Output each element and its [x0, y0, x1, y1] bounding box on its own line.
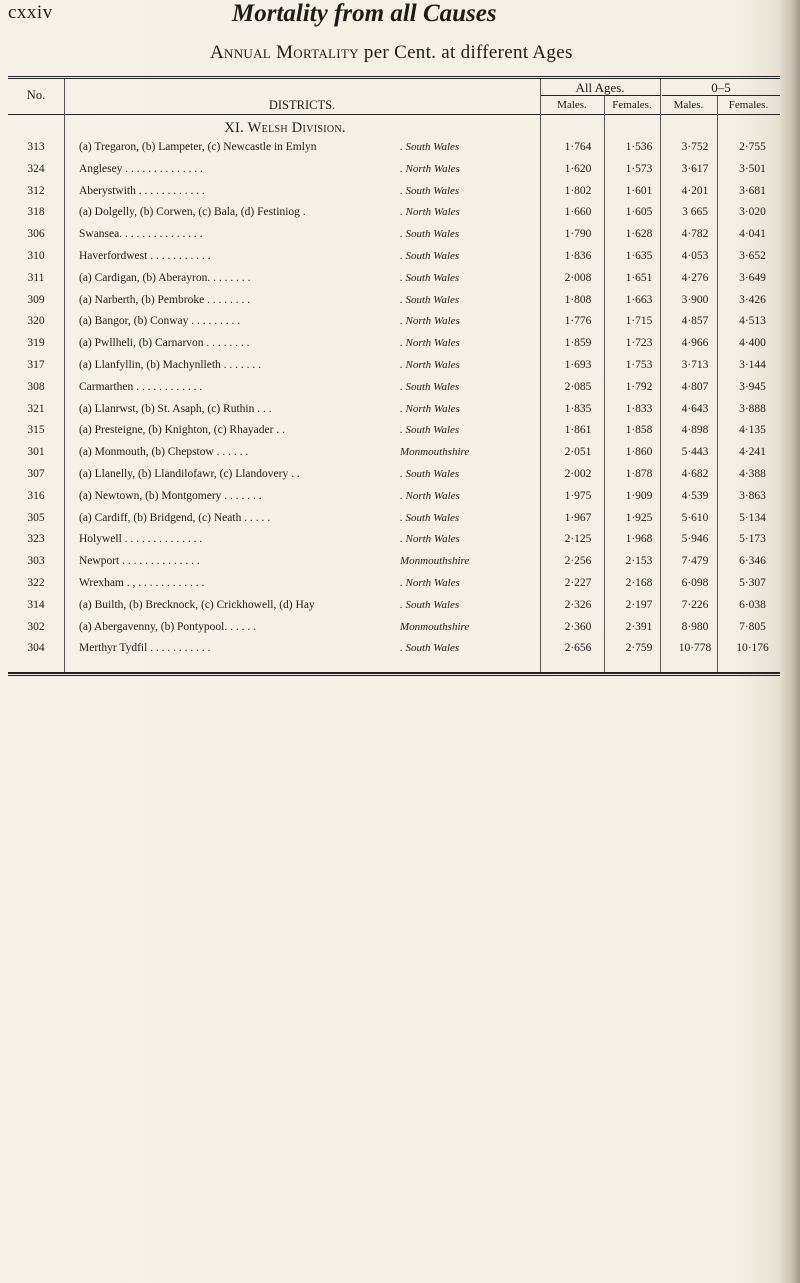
- county-name: . South Wales: [400, 511, 460, 524]
- all-ages-females-value: 1·573: [625, 162, 653, 175]
- district-number: 318: [27, 206, 45, 219]
- table-row: [8, 163, 780, 176]
- county-name: . South Wales: [400, 141, 460, 153]
- all-ages-males-value: 1·967: [564, 511, 592, 524]
- age-0-5-females-value: 6·346: [739, 555, 766, 568]
- age-0-5-females-value: 4·135: [739, 424, 766, 437]
- district-name: (a) Cardigan, (b) Aberayron. . . . . . . .: [79, 271, 251, 284]
- all-ages-males-value: 1·776: [564, 315, 592, 328]
- all-ages-females-value: 1·605: [625, 206, 653, 219]
- district-name: (a) Llanfyllin, (b) Machynlleth . . . . . . .: [79, 359, 262, 371]
- age-0-5-males-value: 3·617: [681, 162, 709, 175]
- all-ages-females-value: 1·663: [625, 293, 653, 306]
- table-row: [8, 337, 780, 350]
- age-0-5-males-value: 4·782: [681, 228, 709, 241]
- section-title: XI. Welsh Division.: [224, 120, 346, 136]
- age-0-5-females-value: 3·652: [739, 250, 766, 262]
- all-ages-males-value: 2·360: [564, 620, 592, 633]
- county-name: . South Wales: [400, 468, 460, 480]
- all-ages-females-value: 1·723: [625, 337, 653, 350]
- all-ages-females-value: 1·833: [625, 402, 653, 415]
- all-ages-females-value: 1·753: [625, 359, 653, 371]
- table-row: [8, 141, 780, 154]
- district-number: 302: [27, 620, 45, 633]
- district-name: Holywell . . . . . . . . . . . . . .: [79, 533, 203, 546]
- age-0-5-females-value: 5·307: [739, 577, 766, 589]
- age-0-5-females-value: 3·945: [739, 380, 766, 393]
- all-ages-females-value: 1·860: [625, 446, 653, 459]
- district-name: (a) Cardiff, (b) Bridgend, (c) Neath . . . . .: [79, 511, 271, 524]
- all-ages-females-value: 1·628: [625, 228, 653, 241]
- age-0-5-females-value: 4·513: [739, 315, 766, 328]
- age-0-5-males-value: 5·443: [681, 446, 709, 459]
- table-row: [8, 250, 780, 263]
- district-name: Newport . . . . . . . . . . . . . .: [79, 555, 200, 568]
- age-0-5-females-value: 10·176: [736, 642, 769, 655]
- age-0-5-males-value: 3·900: [681, 293, 709, 306]
- district-number: 306: [27, 228, 45, 241]
- table-row: [8, 381, 780, 394]
- running-title: Mortality from all Causes: [232, 0, 497, 27]
- table-row: [8, 512, 780, 525]
- district-name: (a) Presteigne, (b) Knighton, (c) Rhayader . .: [79, 424, 285, 437]
- table-row: [8, 272, 780, 285]
- all-ages-males-value: 1·836: [564, 250, 592, 262]
- district-name: Wrexham . , . . . . . . . . . . . .: [79, 577, 205, 589]
- all-ages-males-value: 1·861: [564, 424, 592, 437]
- table-row: [8, 555, 780, 568]
- district-number: 322: [27, 577, 45, 589]
- all-ages-males-value: 2·125: [564, 533, 592, 546]
- county-name: . North Wales: [400, 489, 460, 502]
- county-name: . South Wales: [400, 271, 460, 284]
- age-0-5-females-value: 3·501: [739, 162, 766, 175]
- age-0-5-females-value: 4·041: [739, 228, 766, 241]
- age-0-5-males-value: 4·643: [681, 402, 709, 415]
- age-0-5-males-value: 7·479: [681, 555, 709, 568]
- county-name: Monmouthshire: [400, 446, 470, 459]
- all-ages-males-value: 1·808: [564, 293, 592, 306]
- header-all-females: Females.: [612, 99, 652, 111]
- district-name: (a) Bangor, (b) Conway . . . . . . . . .: [79, 315, 241, 328]
- all-ages-males-value: 1·975: [564, 489, 592, 502]
- district-number: 321: [27, 402, 45, 415]
- table-row: [8, 599, 780, 612]
- all-ages-males-value: 1·693: [564, 359, 592, 371]
- page-edge-shadow: [778, 0, 800, 1283]
- district-name: (a) Pwllheli, (b) Carnarvon . . . . . . . .: [79, 337, 250, 350]
- all-ages-males-value: 2·008: [564, 271, 592, 284]
- district-number: 323: [27, 533, 45, 546]
- header-districts: DISTRICTS.: [268, 98, 336, 112]
- district-number: 304: [27, 642, 45, 655]
- all-ages-males-value: 1·859: [564, 337, 592, 350]
- table-caption: [210, 42, 573, 64]
- age-0-5-females-value: 3·020: [739, 206, 766, 219]
- age-0-5-females-value: 4·388: [739, 468, 766, 480]
- age-0-5-females-value: 3·888: [739, 402, 766, 415]
- age-0-5-males-value: 5·610: [681, 511, 709, 524]
- district-name: (a) Builth, (b) Brecknock, (c) Crickhowell, (d) Hay: [79, 598, 315, 611]
- age-0-5-males-value: 10·778: [678, 642, 712, 655]
- county-name: . South Wales: [400, 293, 460, 306]
- age-0-5-males-value: 4·201: [681, 184, 709, 197]
- all-ages-females-value: 2·391: [625, 620, 653, 633]
- age-0-5-females-value: 4·400: [739, 337, 766, 350]
- age-0-5-males-value: 4·053: [681, 250, 709, 262]
- district-number: 312: [27, 184, 45, 197]
- all-ages-females-value: 1·909: [625, 489, 653, 502]
- all-ages-females-value: 1·601: [625, 184, 653, 197]
- all-ages-males-value: 1·660: [564, 206, 592, 219]
- header-bottom-rule: [8, 114, 780, 115]
- table-row: [8, 533, 780, 546]
- table-row: [8, 424, 780, 437]
- county-name: Monmouthshire: [400, 555, 470, 568]
- age-0-5-females-value: 3·649: [739, 271, 766, 284]
- district-name: Haverfordwest . . . . . . . . . . .: [79, 250, 211, 262]
- table-bottom-rule: [8, 672, 780, 674]
- all-ages-males-value: 2·227: [564, 577, 592, 589]
- age-0-5-males-value: 4·682: [681, 468, 709, 480]
- age-0-5-males-value: 7·226: [681, 598, 709, 611]
- all-ages-females-value: 1·792: [625, 380, 653, 393]
- all-ages-females-value: 1·715: [625, 315, 653, 328]
- table-row: [8, 490, 780, 503]
- district-number: 303: [27, 555, 45, 568]
- table-top-rule: [8, 76, 780, 77]
- all-ages-females-value: 1·536: [625, 141, 653, 153]
- table-row: [8, 642, 780, 655]
- all-ages-males-value: 1·835: [564, 402, 592, 415]
- all-ages-males-value: 2·051: [564, 446, 592, 459]
- table-row: [8, 228, 780, 241]
- header-all-males: Males.: [557, 99, 587, 111]
- age-0-5-males-value: 6·098: [681, 577, 709, 589]
- caption-prefix: Annual Mortality: [210, 42, 359, 63]
- table-row: [8, 577, 780, 590]
- district-number: 305: [27, 511, 45, 524]
- county-name: . North Wales: [400, 315, 460, 328]
- district-number: 319: [27, 337, 45, 350]
- all-ages-females-value: 1·635: [625, 250, 653, 262]
- county-name: . South Wales: [400, 380, 460, 393]
- district-number: 301: [27, 446, 45, 459]
- district-number: 314: [27, 598, 45, 611]
- all-ages-males-value: 1·802: [564, 184, 592, 197]
- all-ages-females-value: 2·153: [625, 555, 653, 568]
- header-no: No.: [26, 88, 46, 102]
- county-name: . North Wales: [400, 206, 460, 219]
- all-ages-females-value: 1·968: [625, 533, 653, 546]
- district-name: Aberystwith . . . . . . . . . . . .: [79, 184, 205, 197]
- district-number: 315: [27, 424, 45, 437]
- district-name: (a) Dolgelly, (b) Corwen, (c) Bala, (d) Festiniog .: [79, 206, 306, 219]
- all-ages-females-value: 1·878: [625, 468, 653, 480]
- all-ages-males-value: 1·790: [564, 228, 592, 241]
- district-name: Carmarthen . . . . . . . . . . . .: [79, 380, 203, 393]
- county-name: . South Wales: [400, 598, 460, 611]
- district-number: 317: [27, 359, 45, 371]
- age-0-5-males-value: 3 665: [682, 206, 708, 219]
- age-0-5-males-value: 4·857: [681, 315, 709, 328]
- county-name: . North Wales: [400, 162, 460, 175]
- table-row: [8, 206, 780, 219]
- all-ages-males-value: 1·764: [564, 141, 592, 153]
- age-0-5-males-value: 5·946: [681, 533, 709, 546]
- table-row: [8, 185, 780, 198]
- district-name: (a) Abergavenny, (b) Pontypool. . . . . .: [79, 620, 256, 633]
- age-0-5-males-value: 3·752: [681, 141, 709, 153]
- header-young-males: Males.: [673, 99, 704, 111]
- district-number: 308: [27, 380, 45, 393]
- county-name: Monmouthshire: [400, 620, 470, 633]
- all-ages-females-value: 1·651: [625, 271, 653, 284]
- age-0-5-females-value: 3·426: [739, 293, 766, 306]
- age-0-5-females-value: 3·681: [739, 184, 766, 197]
- county-name: . South Wales: [400, 424, 460, 437]
- district-name: Swansea. . . . . . . . . . . . . . .: [79, 228, 203, 241]
- table-row: [8, 315, 780, 328]
- county-name: . North Wales: [400, 359, 460, 371]
- page-number: cxxiv: [8, 2, 53, 23]
- district-number: 324: [27, 162, 45, 175]
- header-age-0-5: 0–5: [711, 80, 731, 95]
- district-number: 307: [27, 468, 45, 480]
- all-ages-females-value: 2·197: [625, 598, 653, 611]
- age-0-5-females-value: 4·241: [739, 446, 766, 459]
- county-name: . South Wales: [400, 642, 460, 655]
- table-row: [8, 403, 780, 416]
- district-number: 310: [27, 250, 45, 262]
- age-0-5-females-value: 2·755: [739, 141, 766, 153]
- table-top-rule-inner: [8, 78, 780, 79]
- county-name: . North Wales: [400, 533, 460, 546]
- table-row: [8, 294, 780, 307]
- district-number: 320: [27, 315, 45, 328]
- all-ages-males-value: 2·085: [564, 380, 592, 393]
- age-0-5-females-value: 3·863: [739, 489, 766, 502]
- age-0-5-females-value: 3·144: [739, 359, 766, 371]
- county-name: . North Wales: [400, 577, 460, 589]
- county-name: . South Wales: [400, 184, 460, 197]
- all-ages-females-value: 2·168: [625, 577, 653, 589]
- caption-suffix: per Cent. at different Ages: [363, 42, 573, 63]
- table-row: [8, 359, 780, 372]
- district-name: (a) Llanelly, (b) Llandilofawr, (c) Llandovery . .: [79, 468, 300, 480]
- age-0-5-males-value: 4·807: [681, 380, 709, 393]
- table-row: [8, 446, 780, 459]
- table-row: [8, 468, 780, 481]
- all-ages-females-value: 1·925: [625, 511, 653, 524]
- table-bottom-rule-inner: [8, 675, 780, 676]
- district-name: (a) Tregaron, (b) Lampeter, (c) Newcastle in Emlyn: [79, 141, 317, 153]
- age-0-5-males-value: 8·980: [681, 620, 709, 633]
- all-ages-females-value: 2·759: [625, 642, 653, 655]
- age-0-5-males-value: 4·966: [681, 337, 709, 350]
- all-ages-males-value: 2·256: [564, 555, 592, 568]
- age-0-5-females-value: 5·173: [739, 533, 766, 546]
- district-number: 311: [27, 271, 45, 284]
- age-0-5-males-value: 4·276: [681, 271, 709, 284]
- all-ages-males-value: 2·656: [564, 642, 592, 655]
- district-number: 309: [27, 293, 45, 306]
- county-name: . North Wales: [400, 402, 460, 415]
- all-ages-males-value: 2·326: [564, 598, 592, 611]
- district-name: (a) Narberth, (b) Pembroke . . . . . . . .: [79, 293, 251, 306]
- district-name: (a) Llanrwst, (b) St. Asaph, (c) Ruthin . . .: [79, 402, 272, 415]
- district-name: Anglesey . . . . . . . . . . . . . .: [79, 162, 203, 175]
- header-young-females: Females.: [728, 99, 769, 111]
- county-name: . North Wales: [400, 337, 460, 350]
- age-0-5-males-value: 4·898: [681, 424, 709, 437]
- age-0-5-males-value: 3·713: [681, 359, 709, 371]
- district-name: (a) Newtown, (b) Montgomery . . . . . . .: [79, 489, 262, 502]
- age-0-5-females-value: 7·805: [739, 620, 766, 633]
- county-name: . South Wales: [400, 228, 460, 241]
- all-ages-females-value: 1·858: [625, 424, 653, 437]
- all-ages-males-value: 2·002: [564, 468, 592, 480]
- table-row: [8, 621, 780, 634]
- county-name: . South Wales: [400, 250, 460, 262]
- age-0-5-males-value: 4·539: [681, 489, 709, 502]
- header-all-ages: All Ages.: [575, 80, 625, 95]
- district-number: 316: [27, 489, 45, 502]
- age-0-5-females-value: 5·134: [739, 511, 766, 524]
- district-name: (a) Monmouth, (b) Chepstow . . . . . .: [79, 446, 249, 459]
- all-ages-males-value: 1·620: [564, 162, 592, 175]
- district-number: 313: [27, 141, 45, 153]
- district-name: Merthyr Tydfil . . . . . . . . . . .: [79, 642, 211, 655]
- age-0-5-females-value: 6·038: [739, 598, 766, 611]
- mortality-table: [8, 76, 780, 676]
